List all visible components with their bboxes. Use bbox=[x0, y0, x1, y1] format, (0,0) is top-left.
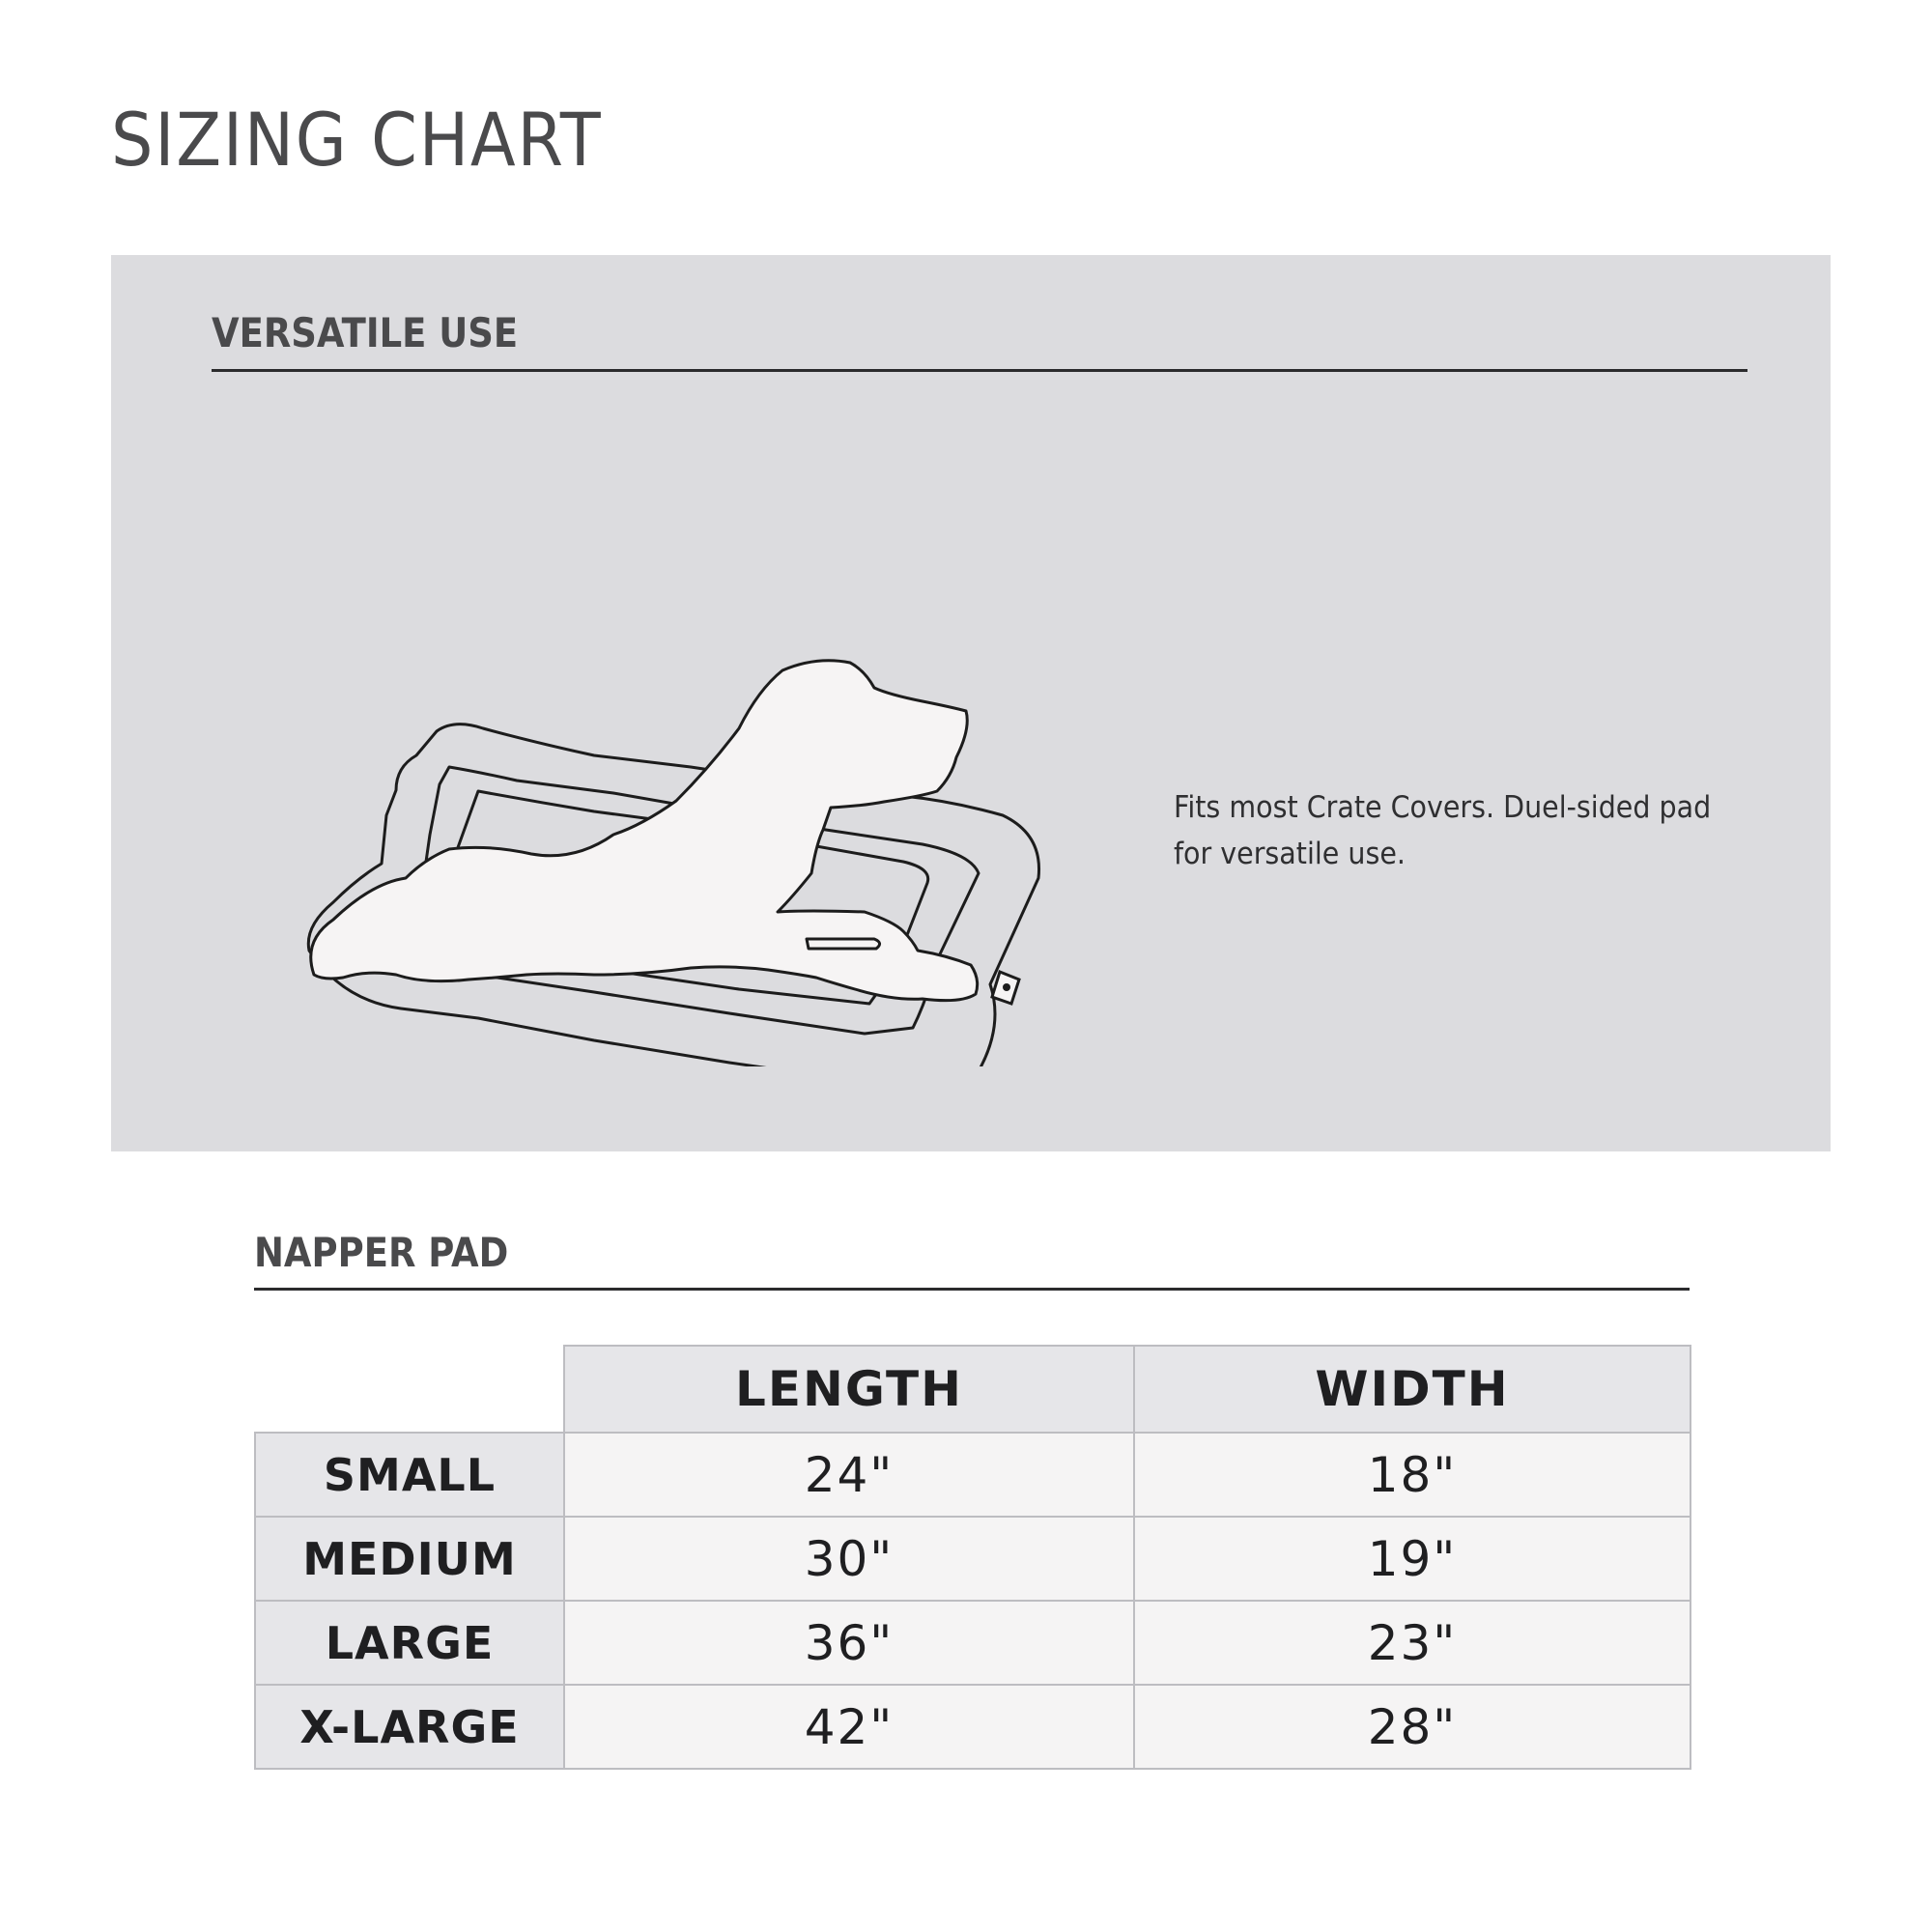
table-corner-cell bbox=[255, 1346, 564, 1433]
napper-pad-divider bbox=[254, 1288, 1690, 1291]
width-value: 28" bbox=[1134, 1685, 1690, 1769]
napper-pad-heading: NAPPER PAD bbox=[254, 1229, 509, 1276]
table-row bbox=[255, 1685, 1690, 1769]
size-label: X-LARGE bbox=[255, 1685, 564, 1769]
versatile-use-panel bbox=[111, 255, 1831, 1151]
versatile-use-divider bbox=[212, 369, 1747, 372]
width-value: 19" bbox=[1134, 1517, 1690, 1601]
dog-paw-detail bbox=[807, 939, 880, 949]
width-value: 18" bbox=[1134, 1433, 1690, 1517]
column-header-width: WIDTH bbox=[1134, 1346, 1690, 1433]
versatile-use-heading: VERSATILE USE bbox=[212, 309, 519, 356]
versatile-use-description: Fits most Crate Covers. Duel-sided pad for versatile use. bbox=[1174, 790, 1712, 871]
size-label: LARGE bbox=[255, 1601, 564, 1685]
length-value: 42" bbox=[564, 1685, 1134, 1769]
length-value: 36" bbox=[564, 1601, 1134, 1685]
page-title: SIZING CHART bbox=[111, 97, 603, 183]
dog-on-pad-icon bbox=[188, 448, 1251, 1066]
length-value: 24" bbox=[564, 1433, 1134, 1517]
table-row bbox=[255, 1517, 1690, 1601]
column-header-length: LENGTH bbox=[564, 1346, 1134, 1433]
length-value: 30" bbox=[564, 1517, 1134, 1601]
sizing-table bbox=[254, 1345, 1691, 1770]
pad-tag-icon bbox=[992, 972, 1019, 1004]
table-row bbox=[255, 1433, 1690, 1517]
table-row bbox=[255, 1601, 1690, 1685]
size-label: MEDIUM bbox=[255, 1517, 564, 1601]
width-value: 23" bbox=[1134, 1601, 1690, 1685]
size-label: SMALL bbox=[255, 1433, 564, 1517]
table-header-row bbox=[255, 1346, 1690, 1433]
